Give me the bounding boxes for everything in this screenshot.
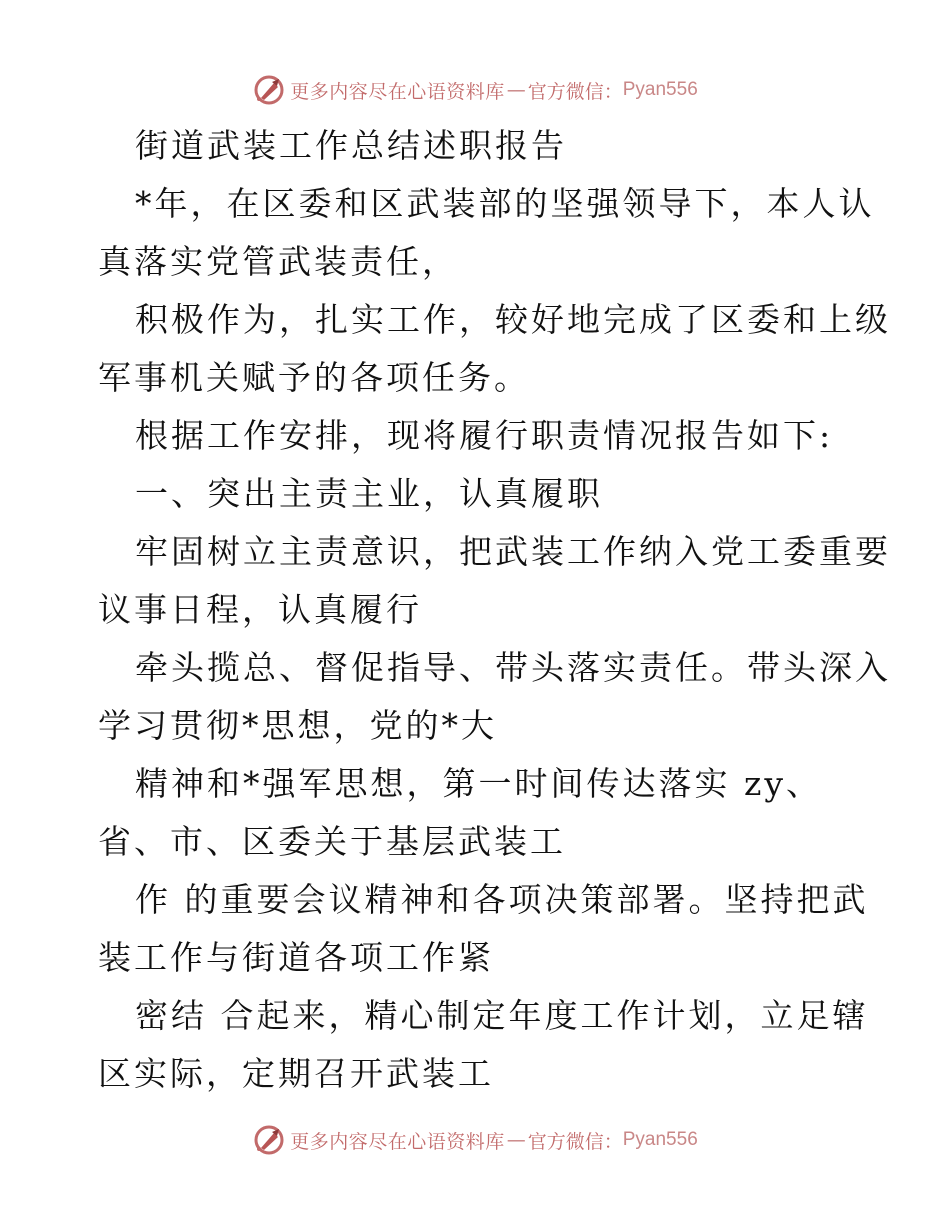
- paragraph-line: 军事机关赋予的各项任务。: [98, 358, 530, 397]
- pen-nib-logo-icon: [252, 1123, 286, 1157]
- watermark-wechat-label: 官方微信：: [527, 80, 623, 103]
- paragraph-line: 根据工作安排，现将履行职责情况报告如下:: [135, 416, 834, 455]
- paragraph-line: 真落实党管武装责任，: [98, 242, 458, 281]
- paragraph-line: 精神和*强军思想，第一时间传达落实 zy、: [135, 764, 823, 803]
- paragraph-line: 学习贯彻*思想，党的*大: [98, 706, 497, 745]
- watermark-wechat-id: Pyan556: [622, 1129, 698, 1150]
- watermark-text: 更多内容尽在心语资料库: [290, 80, 505, 103]
- paragraph-line: 议事日程，认真履行: [98, 590, 422, 629]
- document-title: 街道武装工作总结述职报告: [135, 126, 567, 165]
- paragraph-line: 区实际，定期召开武装工: [98, 1054, 494, 1093]
- paragraph-line: 牢固树立主责意识，把武装工作纳入党工委重要: [135, 532, 891, 571]
- footer-watermark: [0, 1120, 950, 1160]
- watermark-separator: —: [506, 79, 526, 101]
- pen-nib-logo-icon: [252, 73, 286, 107]
- watermark-wechat-label: 官方微信：: [527, 1130, 623, 1153]
- paragraph-line: 密结 合起来，精心制定年度工作计划，立足辖: [135, 996, 869, 1035]
- watermark-separator: —: [506, 1129, 526, 1151]
- section-heading: 一、突出主责主业，认真履职: [135, 474, 603, 513]
- watermark-wechat-id: Pyan556: [622, 79, 698, 100]
- paragraph-line: 作 的重要会议精神和各项决策部署。坚持把武: [135, 880, 869, 919]
- watermark-text: 更多内容尽在心语资料库: [290, 1130, 505, 1153]
- header-watermark: [0, 70, 950, 110]
- paragraph-line: 省、市、区委关于基层武装工: [98, 822, 566, 861]
- paragraph-line: 牵头揽总、督促指导、带头落实责任。带头深入: [135, 648, 891, 687]
- paragraph-line: *年，在区委和区武装部的坚强领导下，本人认: [135, 184, 875, 223]
- paragraph-line: 装工作与街道各项工作紧: [98, 938, 494, 977]
- paragraph-line: 积极作为，扎实工作，较好地完成了区委和上级: [135, 300, 891, 339]
